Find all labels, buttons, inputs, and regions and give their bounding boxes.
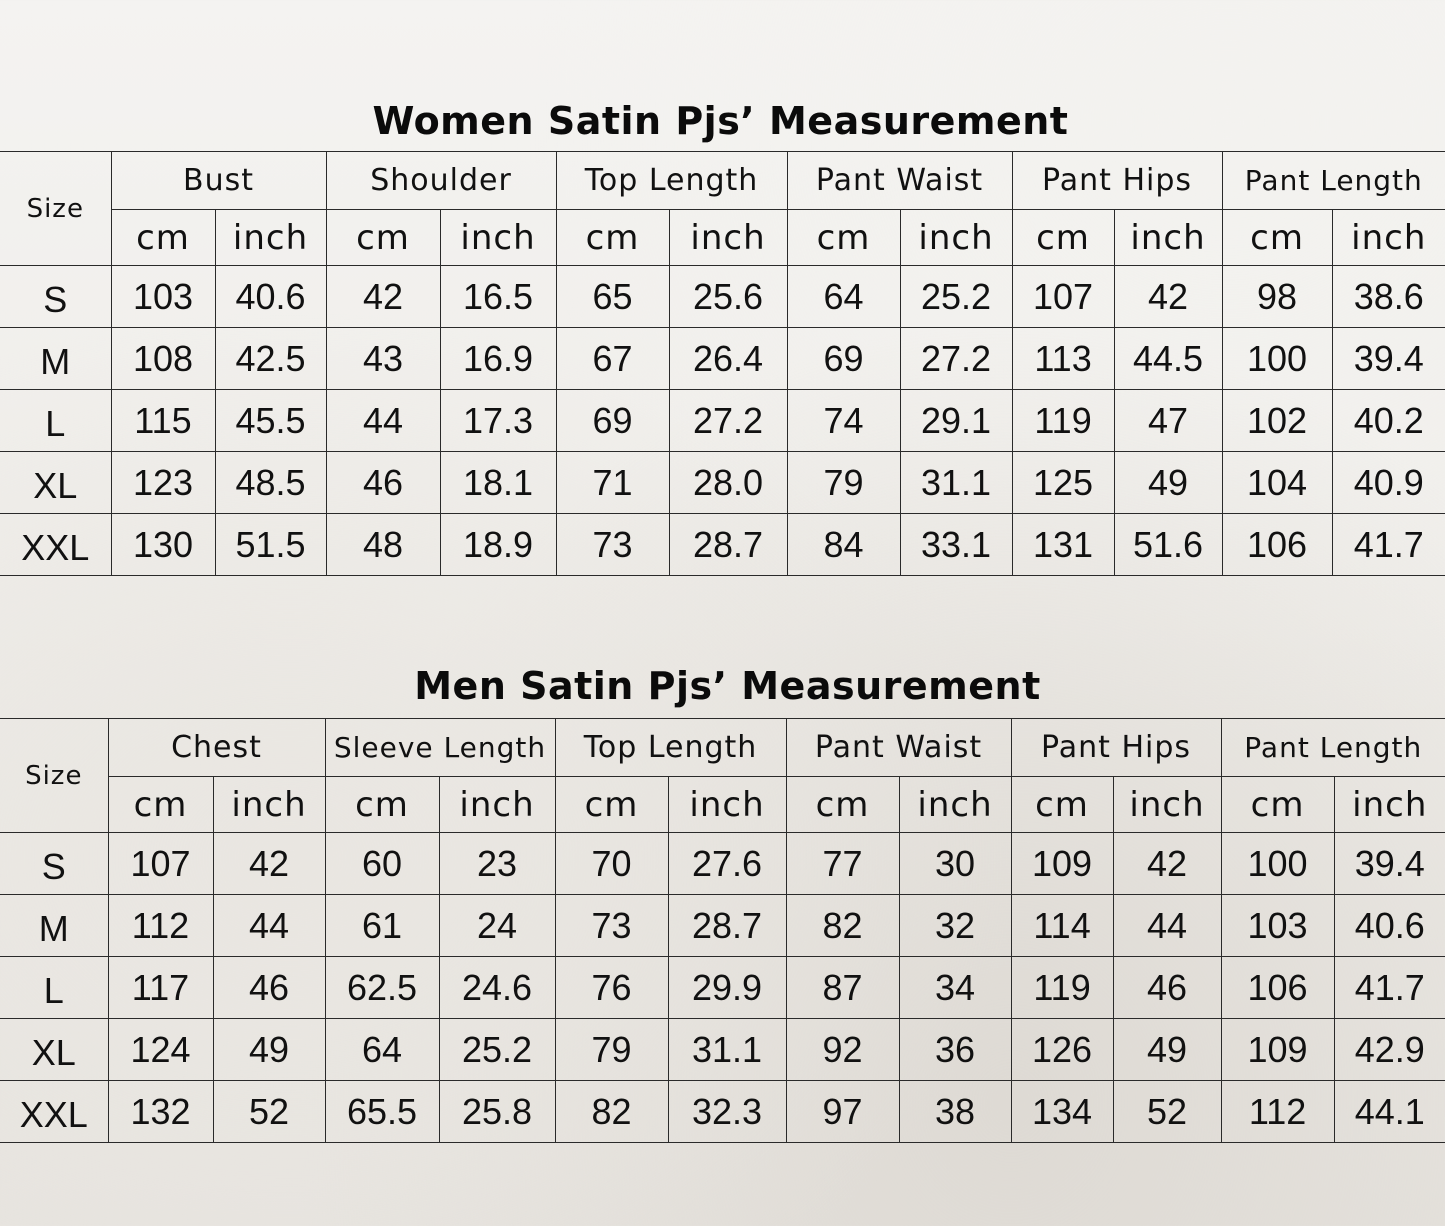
unit-header: cm <box>1222 210 1332 266</box>
unit-header: inch <box>900 210 1012 266</box>
unit-header: cm <box>108 777 213 833</box>
value-cell: 46 <box>1113 957 1221 1019</box>
size-header: Size <box>0 719 108 833</box>
value-cell: 109 <box>1221 1019 1334 1081</box>
value-cell: 44 <box>1113 895 1221 957</box>
group-header: Top Length <box>556 152 787 210</box>
value-cell: 29.1 <box>900 390 1012 452</box>
value-cell: 16.5 <box>440 266 556 328</box>
value-cell: 107 <box>1012 266 1114 328</box>
unit-header-row <box>0 210 1445 266</box>
value-cell: 40.2 <box>1332 390 1445 452</box>
group-header: Pant Length <box>1222 152 1445 210</box>
group-header: Pant Hips <box>1012 152 1222 210</box>
value-cell: 26.4 <box>669 328 787 390</box>
value-cell: 134 <box>1011 1081 1113 1143</box>
value-cell: 73 <box>555 895 668 957</box>
value-cell: 30 <box>899 833 1011 895</box>
size-cell: XL <box>0 452 111 514</box>
value-cell: 64 <box>787 266 900 328</box>
value-cell: 103 <box>111 266 215 328</box>
table-row <box>0 452 1445 514</box>
value-cell: 36 <box>899 1019 1011 1081</box>
unit-header: cm <box>1221 777 1334 833</box>
value-cell: 18.9 <box>440 514 556 576</box>
group-header: Top Length <box>555 719 786 777</box>
value-cell: 131 <box>1012 514 1114 576</box>
value-cell: 38 <box>899 1081 1011 1143</box>
value-cell: 49 <box>1113 1019 1221 1081</box>
value-cell: 92 <box>786 1019 899 1081</box>
unit-header: cm <box>1011 777 1113 833</box>
value-cell: 17.3 <box>440 390 556 452</box>
value-cell: 49 <box>1114 452 1222 514</box>
value-cell: 42.9 <box>1334 1019 1445 1081</box>
value-cell: 23 <box>439 833 555 895</box>
value-cell: 79 <box>555 1019 668 1081</box>
value-cell: 87 <box>786 957 899 1019</box>
value-cell: 44.1 <box>1334 1081 1445 1143</box>
value-cell: 32.3 <box>668 1081 786 1143</box>
unit-header: cm <box>1012 210 1114 266</box>
value-cell: 31.1 <box>900 452 1012 514</box>
value-cell: 65 <box>556 266 669 328</box>
value-cell: 60 <box>325 833 439 895</box>
value-cell: 69 <box>787 328 900 390</box>
value-cell: 42 <box>326 266 440 328</box>
unit-header-row <box>0 777 1445 833</box>
group-header-row <box>0 152 1445 210</box>
value-cell: 28.7 <box>669 514 787 576</box>
value-cell: 106 <box>1222 514 1332 576</box>
group-header: Sleeve Length <box>325 719 555 777</box>
value-cell: 18.1 <box>440 452 556 514</box>
value-cell: 119 <box>1011 957 1113 1019</box>
value-cell: 114 <box>1011 895 1113 957</box>
value-cell: 38.6 <box>1332 266 1445 328</box>
value-cell: 45.5 <box>215 390 326 452</box>
table-row <box>0 957 1445 1019</box>
value-cell: 48.5 <box>215 452 326 514</box>
value-cell: 106 <box>1221 957 1334 1019</box>
value-cell: 123 <box>111 452 215 514</box>
value-cell: 40.6 <box>215 266 326 328</box>
value-cell: 69 <box>556 390 669 452</box>
value-cell: 115 <box>111 390 215 452</box>
value-cell: 25.2 <box>900 266 1012 328</box>
value-cell: 130 <box>111 514 215 576</box>
unit-header: inch <box>668 777 786 833</box>
value-cell: 34 <box>899 957 1011 1019</box>
value-cell: 42 <box>1114 266 1222 328</box>
value-cell: 41.7 <box>1332 514 1445 576</box>
value-cell: 48 <box>326 514 440 576</box>
value-cell: 76 <box>555 957 668 1019</box>
value-cell: 46 <box>326 452 440 514</box>
value-cell: 44 <box>213 895 325 957</box>
value-cell: 44.5 <box>1114 328 1222 390</box>
value-cell: 52 <box>213 1081 325 1143</box>
size-cell: XL <box>0 1019 108 1081</box>
unit-header: inch <box>440 210 556 266</box>
value-cell: 29.9 <box>668 957 786 1019</box>
size-cell: L <box>0 957 108 1019</box>
value-cell: 97 <box>786 1081 899 1143</box>
size-cell: XXL <box>0 514 111 576</box>
value-cell: 82 <box>786 895 899 957</box>
value-cell: 49 <box>213 1019 325 1081</box>
unit-header: cm <box>787 210 900 266</box>
value-cell: 125 <box>1012 452 1114 514</box>
unit-header: cm <box>326 210 440 266</box>
value-cell: 32 <box>899 895 1011 957</box>
value-cell: 112 <box>108 895 213 957</box>
size-header: Size <box>0 152 111 266</box>
value-cell: 33.1 <box>900 514 1012 576</box>
value-cell: 25.6 <box>669 266 787 328</box>
value-cell: 82 <box>555 1081 668 1143</box>
value-cell: 98 <box>1222 266 1332 328</box>
value-cell: 42.5 <box>215 328 326 390</box>
unit-header: inch <box>1332 210 1445 266</box>
value-cell: 39.4 <box>1332 328 1445 390</box>
men-chart-title: Men Satin Pjs’ Measurement <box>414 664 1041 708</box>
women-size-table <box>0 151 1445 576</box>
women-chart-title: Women Satin Pjs’ Measurement <box>372 99 1069 143</box>
size-cell: M <box>0 895 108 957</box>
group-header: Pant Hips <box>1011 719 1221 777</box>
value-cell: 62.5 <box>325 957 439 1019</box>
value-cell: 64 <box>325 1019 439 1081</box>
value-cell: 40.6 <box>1334 895 1445 957</box>
value-cell: 42 <box>213 833 325 895</box>
group-header-row <box>0 719 1445 777</box>
value-cell: 102 <box>1222 390 1332 452</box>
value-cell: 79 <box>787 452 900 514</box>
table-row <box>0 514 1445 576</box>
unit-header: inch <box>439 777 555 833</box>
table-row <box>0 833 1445 895</box>
value-cell: 67 <box>556 328 669 390</box>
value-cell: 70 <box>555 833 668 895</box>
value-cell: 46 <box>213 957 325 1019</box>
men-size-table <box>0 718 1445 1143</box>
value-cell: 24.6 <box>439 957 555 1019</box>
value-cell: 25.8 <box>439 1081 555 1143</box>
table-row <box>0 1081 1445 1143</box>
unit-header: cm <box>111 210 215 266</box>
value-cell: 108 <box>111 328 215 390</box>
table-row <box>0 390 1445 452</box>
group-header: Chest <box>108 719 325 777</box>
value-cell: 84 <box>787 514 900 576</box>
value-cell: 126 <box>1011 1019 1113 1081</box>
unit-header: cm <box>325 777 439 833</box>
value-cell: 74 <box>787 390 900 452</box>
value-cell: 28.0 <box>669 452 787 514</box>
group-header: Pant Length <box>1221 719 1445 777</box>
value-cell: 112 <box>1221 1081 1334 1143</box>
unit-header: cm <box>556 210 669 266</box>
value-cell: 40.9 <box>1332 452 1445 514</box>
value-cell: 107 <box>108 833 213 895</box>
value-cell: 27.2 <box>669 390 787 452</box>
group-header: Pant Waist <box>787 152 1012 210</box>
value-cell: 109 <box>1011 833 1113 895</box>
value-cell: 100 <box>1222 328 1332 390</box>
size-cell: XXL <box>0 1081 108 1143</box>
value-cell: 113 <box>1012 328 1114 390</box>
value-cell: 25.2 <box>439 1019 555 1081</box>
value-cell: 71 <box>556 452 669 514</box>
unit-header: inch <box>1114 210 1222 266</box>
table-row <box>0 328 1445 390</box>
value-cell: 117 <box>108 957 213 1019</box>
group-header: Shoulder <box>326 152 556 210</box>
value-cell: 104 <box>1222 452 1332 514</box>
value-cell: 41.7 <box>1334 957 1445 1019</box>
value-cell: 77 <box>786 833 899 895</box>
table-row <box>0 266 1445 328</box>
value-cell: 27.6 <box>668 833 786 895</box>
value-cell: 100 <box>1221 833 1334 895</box>
unit-header: inch <box>899 777 1011 833</box>
group-header: Bust <box>111 152 326 210</box>
table-row <box>0 1019 1445 1081</box>
unit-header: inch <box>213 777 325 833</box>
value-cell: 47 <box>1114 390 1222 452</box>
value-cell: 51.6 <box>1114 514 1222 576</box>
value-cell: 103 <box>1221 895 1334 957</box>
size-cell: M <box>0 328 111 390</box>
unit-header: cm <box>555 777 668 833</box>
value-cell: 51.5 <box>215 514 326 576</box>
unit-header: inch <box>1113 777 1221 833</box>
table-row <box>0 895 1445 957</box>
value-cell: 124 <box>108 1019 213 1081</box>
value-cell: 31.1 <box>668 1019 786 1081</box>
value-cell: 27.2 <box>900 328 1012 390</box>
value-cell: 52 <box>1113 1081 1221 1143</box>
size-cell: S <box>0 833 108 895</box>
value-cell: 16.9 <box>440 328 556 390</box>
unit-header: inch <box>1334 777 1445 833</box>
value-cell: 65.5 <box>325 1081 439 1143</box>
value-cell: 24 <box>439 895 555 957</box>
value-cell: 132 <box>108 1081 213 1143</box>
unit-header: inch <box>669 210 787 266</box>
value-cell: 43 <box>326 328 440 390</box>
value-cell: 28.7 <box>668 895 786 957</box>
value-cell: 73 <box>556 514 669 576</box>
value-cell: 42 <box>1113 833 1221 895</box>
value-cell: 44 <box>326 390 440 452</box>
unit-header: cm <box>786 777 899 833</box>
unit-header: inch <box>215 210 326 266</box>
value-cell: 39.4 <box>1334 833 1445 895</box>
size-cell: S <box>0 266 111 328</box>
value-cell: 61 <box>325 895 439 957</box>
group-header: Pant Waist <box>786 719 1011 777</box>
size-cell: L <box>0 390 111 452</box>
value-cell: 119 <box>1012 390 1114 452</box>
